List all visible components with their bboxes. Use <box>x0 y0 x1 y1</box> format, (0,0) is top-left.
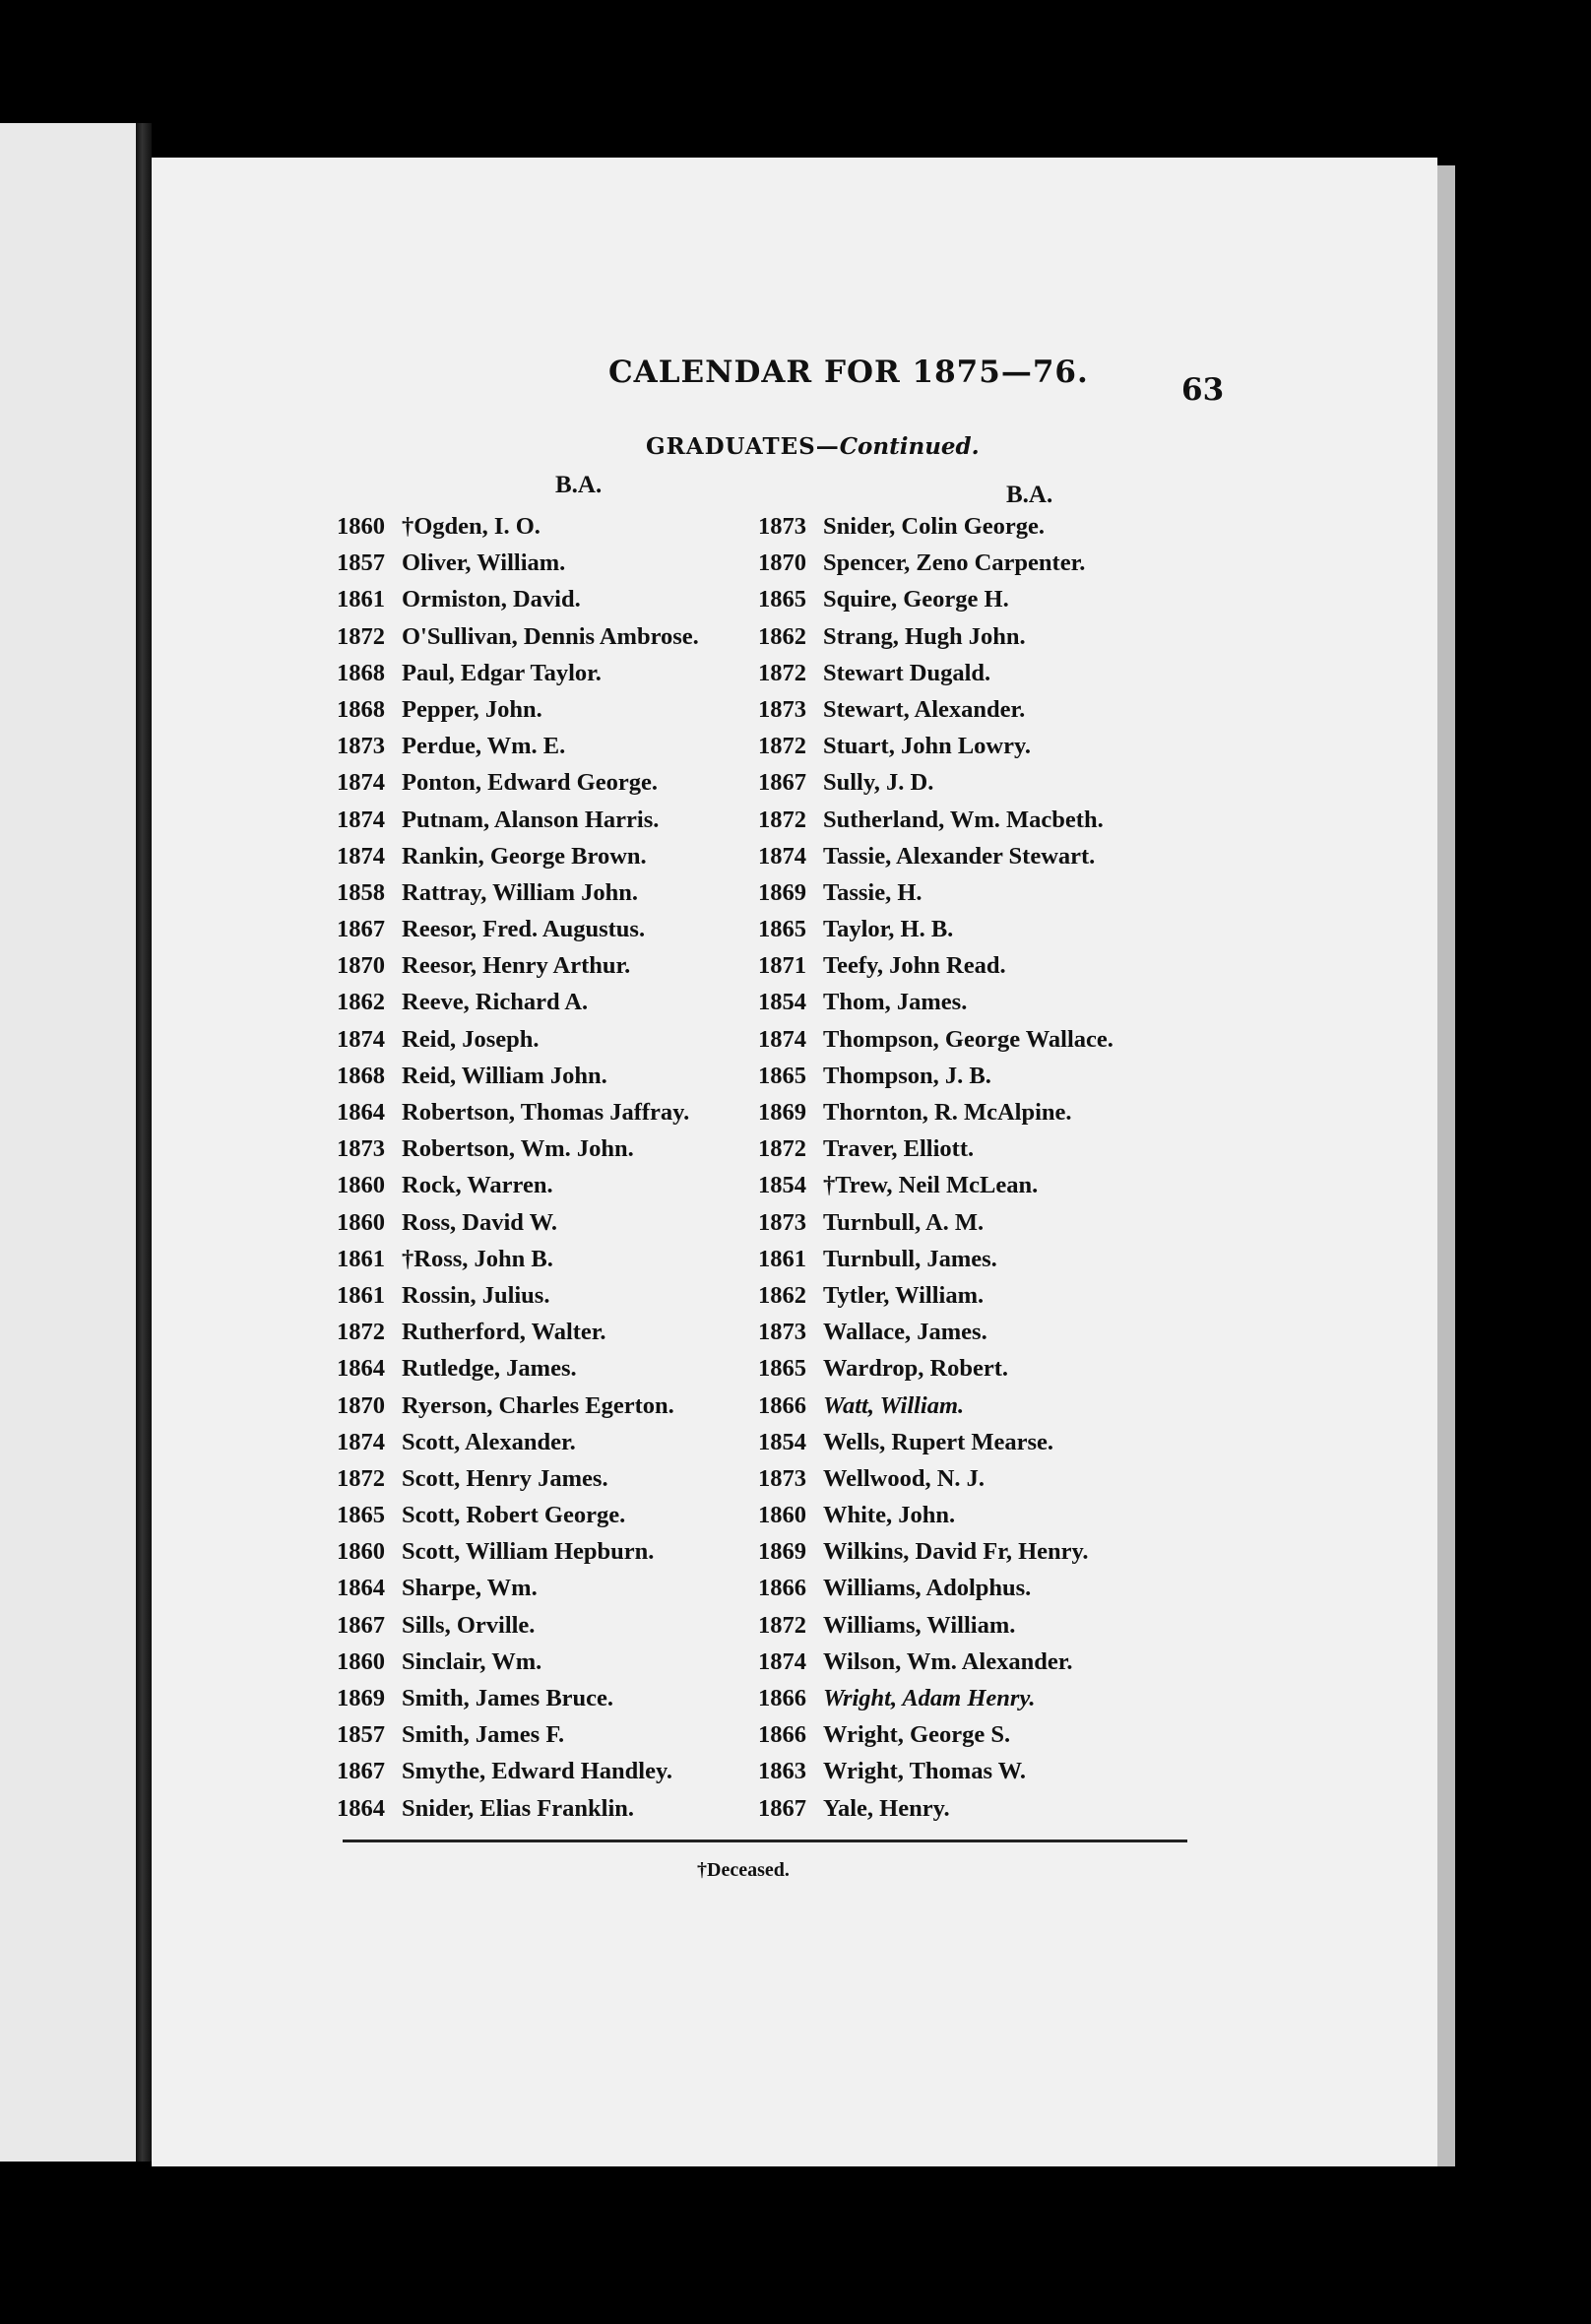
graduate-name: Smith, James F. <box>402 1721 565 1749</box>
graduation-year: 1861 <box>337 586 385 613</box>
graduate-name: Traver, Elliott. <box>823 1135 975 1163</box>
graduate-entry <box>337 545 799 581</box>
graduation-year: 1874 <box>337 1428 385 1455</box>
graduation-year: 1867 <box>337 916 385 943</box>
page-number: 63 <box>1181 372 1225 408</box>
graduate-name: Tassie, Alexander Stewart. <box>823 842 1096 870</box>
graduate-entry <box>337 802 799 838</box>
graduate-entry <box>337 1424 799 1460</box>
graduate-name: †Ogden, I. O. <box>402 513 541 540</box>
graduation-year: 1867 <box>337 1611 385 1639</box>
graduation-year: 1861 <box>337 1245 385 1272</box>
graduate-entry <box>337 1460 799 1497</box>
graduation-year: 1867 <box>758 1794 806 1822</box>
graduate-name: Wells, Rupert Mearse. <box>823 1428 1054 1455</box>
graduate-entry <box>758 947 1231 984</box>
graduation-year: 1860 <box>337 1208 385 1236</box>
graduate-name: Scott, William Hepburn. <box>402 1538 655 1566</box>
graduation-year: 1871 <box>758 952 806 980</box>
graduate-entry <box>758 655 1231 691</box>
graduate-entry <box>758 1607 1231 1644</box>
graduate-entry <box>337 728 799 764</box>
graduate-name: Reesor, Henry Arthur. <box>402 952 631 980</box>
graduate-name: Thompson, George Wallace. <box>823 1025 1114 1053</box>
graduation-year: 1872 <box>758 659 806 686</box>
degree-heading-left: B.A. <box>555 472 603 498</box>
graduate-name: Ross, David W. <box>402 1208 557 1236</box>
graduate-name: Stuart, John Lowry. <box>823 733 1032 760</box>
graduate-name: Sinclair, Wm. <box>402 1647 542 1675</box>
graduation-year: 1862 <box>758 622 806 650</box>
graduate-name: Paul, Edgar Taylor. <box>402 659 602 686</box>
graduation-year: 1874 <box>337 1025 385 1053</box>
graduate-entry <box>758 1388 1231 1424</box>
graduate-name: Williams, William. <box>823 1611 1016 1639</box>
graduate-entry <box>758 1424 1231 1460</box>
graduation-year: 1872 <box>758 1611 806 1639</box>
graduate-name: Sutherland, Wm. Macbeth. <box>823 806 1104 833</box>
graduation-year: 1874 <box>337 769 385 797</box>
graduate-entry <box>758 1021 1231 1058</box>
graduate-entry <box>758 1716 1231 1753</box>
graduate-name: Watt, William. <box>823 1391 965 1419</box>
graduate-name: Wallace, James. <box>823 1319 987 1346</box>
graduation-year: 1860 <box>337 1538 385 1566</box>
graduate-name: Williams, Adolphus. <box>823 1575 1032 1602</box>
graduation-year: 1873 <box>758 1208 806 1236</box>
page-edge <box>1437 165 1455 2166</box>
graduation-year: 1863 <box>758 1758 806 1785</box>
graduate-name: Robertson, Wm. John. <box>402 1135 634 1163</box>
graduation-year: 1874 <box>337 842 385 870</box>
graduate-name: Turnbull, James. <box>823 1245 997 1272</box>
graduate-name: Spencer, Zeno Carpenter. <box>823 549 1086 577</box>
graduation-year: 1869 <box>758 878 806 906</box>
graduate-name: Wardrop, Robert. <box>823 1355 1009 1383</box>
graduate-entry <box>337 1058 799 1094</box>
graduation-year: 1866 <box>758 1721 806 1749</box>
graduate-entry <box>758 838 1231 874</box>
graduate-entry <box>758 728 1231 764</box>
graduate-entry <box>337 1716 799 1753</box>
graduate-name: Robertson, Thomas Jaffray. <box>402 1099 690 1126</box>
graduation-year: 1872 <box>758 733 806 760</box>
graduation-year: 1864 <box>337 1575 385 1602</box>
graduation-year: 1865 <box>758 1355 806 1383</box>
graduate-entry <box>758 802 1231 838</box>
graduate-entry <box>337 911 799 947</box>
graduation-year: 1867 <box>337 1758 385 1785</box>
graduate-name: Oliver, William. <box>402 549 566 577</box>
graduate-name: Scott, Henry James. <box>402 1464 608 1492</box>
graduate-entry <box>337 1497 799 1533</box>
running-head: CALENDAR FOR 1875—76. <box>608 355 1089 390</box>
graduate-name: Squire, George H. <box>823 586 1009 613</box>
graduation-year: 1873 <box>337 1135 385 1163</box>
graduate-name: Ponton, Edward George. <box>402 769 658 797</box>
graduate-name: Putnam, Alanson Harris. <box>402 806 660 833</box>
graduate-entry <box>337 947 799 984</box>
graduate-entry <box>337 1167 799 1203</box>
graduation-year: 1868 <box>337 695 385 723</box>
graduate-entry <box>337 1607 799 1644</box>
graduation-year: 1862 <box>337 989 385 1016</box>
section-title-continued: Continued. <box>839 433 980 460</box>
graduate-name: Turnbull, A. M. <box>823 1208 985 1236</box>
graduate-entry <box>758 874 1231 911</box>
graduation-year: 1870 <box>337 952 385 980</box>
graduate-entry <box>758 1753 1231 1789</box>
graduation-year: 1873 <box>337 733 385 760</box>
graduation-year: 1854 <box>758 1428 806 1455</box>
graduation-year: 1872 <box>758 1135 806 1163</box>
graduation-year: 1870 <box>337 1391 385 1419</box>
graduation-year: 1873 <box>758 1319 806 1346</box>
right-entry-list <box>758 508 1231 1827</box>
graduation-year: 1872 <box>337 1319 385 1346</box>
graduate-name: Rutherford, Walter. <box>402 1319 606 1346</box>
graduate-name: Wright, George S. <box>823 1721 1011 1749</box>
book-spine <box>136 123 152 2162</box>
graduate-entry <box>337 1570 799 1606</box>
graduation-year: 1857 <box>337 1721 385 1749</box>
graduation-year: 1869 <box>758 1099 806 1126</box>
graduate-name: Rattray, William John. <box>402 878 639 906</box>
graduation-year: 1873 <box>758 1464 806 1492</box>
graduate-name: Thompson, J. B. <box>823 1062 991 1089</box>
graduation-year: 1861 <box>337 1281 385 1309</box>
graduate-entry <box>337 1277 799 1314</box>
graduate-name: Perdue, Wm. E. <box>402 733 566 760</box>
graduate-name: Sully, J. D. <box>823 769 934 797</box>
section-title <box>646 433 980 460</box>
graduation-year: 1865 <box>758 586 806 613</box>
graduation-year: 1874 <box>758 1025 806 1053</box>
graduation-year: 1864 <box>337 1794 385 1822</box>
graduation-year: 1865 <box>337 1502 385 1529</box>
graduation-year: 1854 <box>758 1172 806 1199</box>
graduate-entry <box>337 618 799 655</box>
graduate-entry <box>758 1350 1231 1387</box>
graduate-entry <box>337 1130 799 1167</box>
graduate-name: Stewart Dugald. <box>823 659 991 686</box>
graduation-year: 1873 <box>758 695 806 723</box>
graduate-entry <box>337 1204 799 1241</box>
graduate-name: Ryerson, Charles Egerton. <box>402 1391 674 1419</box>
graduate-name: Rankin, George Brown. <box>402 842 647 870</box>
graduate-name: Ormiston, David. <box>402 586 581 613</box>
graduation-year: 1865 <box>758 1062 806 1089</box>
graduate-entry <box>758 764 1231 801</box>
graduate-entry <box>337 874 799 911</box>
graduate-entry <box>337 508 799 545</box>
graduation-year: 1872 <box>758 806 806 833</box>
graduation-year: 1872 <box>337 622 385 650</box>
graduate-name: Stewart, Alexander. <box>823 695 1026 723</box>
graduate-name: Teefy, John Read. <box>823 952 1006 980</box>
graduation-year: 1867 <box>758 769 806 797</box>
graduate-entry <box>337 655 799 691</box>
graduate-name: Strang, Hugh John. <box>823 622 1026 650</box>
graduate-entry <box>337 1644 799 1680</box>
graduate-entry <box>337 1350 799 1387</box>
graduate-name: Tassie, H. <box>823 878 923 906</box>
graduation-year: 1869 <box>758 1538 806 1566</box>
graduation-year: 1872 <box>337 1464 385 1492</box>
graduation-year: 1864 <box>337 1355 385 1383</box>
graduate-name: †Ross, John B. <box>402 1245 553 1272</box>
graduate-entry <box>337 1533 799 1570</box>
graduate-name: Rossin, Julius. <box>402 1281 550 1309</box>
graduation-year: 1854 <box>758 989 806 1016</box>
graduation-year: 1866 <box>758 1575 806 1602</box>
graduation-year: 1870 <box>758 549 806 577</box>
graduate-name: Tytler, William. <box>823 1281 985 1309</box>
graduation-year: 1874 <box>337 806 385 833</box>
graduation-year: 1874 <box>758 842 806 870</box>
graduate-entry <box>758 1533 1231 1570</box>
graduate-name: Rutledge, James. <box>402 1355 577 1383</box>
graduate-entry <box>758 1460 1231 1497</box>
graduate-entry <box>758 1680 1231 1716</box>
graduate-name: Wellwood, N. J. <box>823 1464 986 1492</box>
graduate-name: Scott, Robert George. <box>402 1502 626 1529</box>
graduation-year: 1857 <box>337 549 385 577</box>
graduation-year: 1866 <box>758 1391 806 1419</box>
graduate-entry <box>758 691 1231 728</box>
graduate-name: Taylor, H. B. <box>823 916 954 943</box>
graduate-name: Snider, Elias Franklin. <box>402 1794 635 1822</box>
graduate-name: Sharpe, Wm. <box>402 1575 538 1602</box>
graduate-name: Wright, Thomas W. <box>823 1758 1027 1785</box>
graduation-year: 1862 <box>758 1281 806 1309</box>
facing-page <box>0 123 148 2162</box>
graduation-year: 1858 <box>337 878 385 906</box>
graduation-year: 1865 <box>758 916 806 943</box>
graduate-entry <box>337 1680 799 1716</box>
graduate-name: Pepper, John. <box>402 695 542 723</box>
graduate-entry <box>758 508 1231 545</box>
graduate-entry <box>758 581 1231 617</box>
section-title-main: GRADUATES— <box>646 433 840 460</box>
graduate-entry <box>337 1021 799 1058</box>
graduate-entry <box>337 1753 799 1789</box>
graduate-name: O'Sullivan, Dennis Ambrose. <box>402 622 699 650</box>
graduate-entry <box>758 911 1231 947</box>
graduation-year: 1866 <box>758 1685 806 1711</box>
graduate-entry <box>758 545 1231 581</box>
graduate-name: Wilkins, David Fr, Henry. <box>823 1538 1089 1566</box>
graduate-entry <box>758 1790 1231 1827</box>
graduate-entry <box>337 1790 799 1827</box>
graduate-entry <box>758 618 1231 655</box>
graduate-entry <box>758 1314 1231 1350</box>
graduate-entry <box>758 1094 1231 1130</box>
graduate-name: Reid, Joseph. <box>402 1025 540 1053</box>
graduate-entry <box>337 1094 799 1130</box>
graduation-year: 1869 <box>337 1685 385 1711</box>
graduate-name: Smith, James Bruce. <box>402 1685 614 1711</box>
graduate-name: White, John. <box>823 1502 956 1529</box>
graduate-name: Reesor, Fred. Augustus. <box>402 916 646 943</box>
graduate-entry <box>337 1314 799 1350</box>
graduate-name: Smythe, Edward Handley. <box>402 1758 672 1785</box>
graduate-name: Scott, Alexander. <box>402 1428 576 1455</box>
graduate-entry <box>758 1167 1231 1203</box>
graduate-entry <box>337 1241 799 1277</box>
graduate-name: Snider, Colin George. <box>823 513 1046 540</box>
graduate-entry <box>337 984 799 1020</box>
graduate-entry <box>337 1388 799 1424</box>
graduate-entry <box>337 764 799 801</box>
left-entry-list <box>337 508 799 1827</box>
graduate-name: Rock, Warren. <box>402 1172 553 1199</box>
graduate-name: Reeve, Richard A. <box>402 989 589 1016</box>
graduation-year: 1868 <box>337 659 385 686</box>
graduation-year: 1860 <box>337 513 385 540</box>
graduation-year: 1868 <box>337 1062 385 1089</box>
graduates-left-column <box>337 463 799 1827</box>
graduate-entry <box>758 1570 1231 1606</box>
graduation-year: 1874 <box>758 1647 806 1675</box>
graduate-name: Thom, James. <box>823 989 968 1016</box>
graduation-year: 1861 <box>758 1245 806 1272</box>
graduate-name: †Trew, Neil McLean. <box>823 1172 1039 1199</box>
graduation-year: 1860 <box>758 1502 806 1529</box>
graduate-name: Sills, Orville. <box>402 1611 536 1639</box>
graduate-name: Reid, William John. <box>402 1062 607 1089</box>
graduate-name: Wright, Adam Henry. <box>823 1685 1036 1711</box>
graduate-entry <box>758 1497 1231 1533</box>
graduate-entry <box>758 1644 1231 1680</box>
graduate-entry <box>337 581 799 617</box>
graduate-entry <box>758 1058 1231 1094</box>
graduate-entry <box>337 691 799 728</box>
graduate-entry <box>337 838 799 874</box>
graduate-entry <box>758 1277 1231 1314</box>
footnote-rule <box>343 1840 1187 1842</box>
graduation-year: 1864 <box>337 1099 385 1126</box>
graduation-year: 1873 <box>758 513 806 540</box>
graduation-year: 1860 <box>337 1172 385 1199</box>
degree-heading-right: B.A. <box>1006 482 1053 508</box>
graduate-name: Yale, Henry. <box>823 1794 950 1822</box>
graduation-year: 1860 <box>337 1647 385 1675</box>
graduate-entry <box>758 984 1231 1020</box>
graduate-name: Wilson, Wm. Alexander. <box>823 1647 1073 1675</box>
graduate-entry <box>758 1130 1231 1167</box>
graduate-name: Thornton, R. McAlpine. <box>823 1099 1072 1126</box>
graduates-right-column <box>758 463 1231 1827</box>
footnote: †Deceased. <box>697 1859 790 1881</box>
graduate-entry <box>758 1241 1231 1277</box>
graduate-entry <box>758 1204 1231 1241</box>
